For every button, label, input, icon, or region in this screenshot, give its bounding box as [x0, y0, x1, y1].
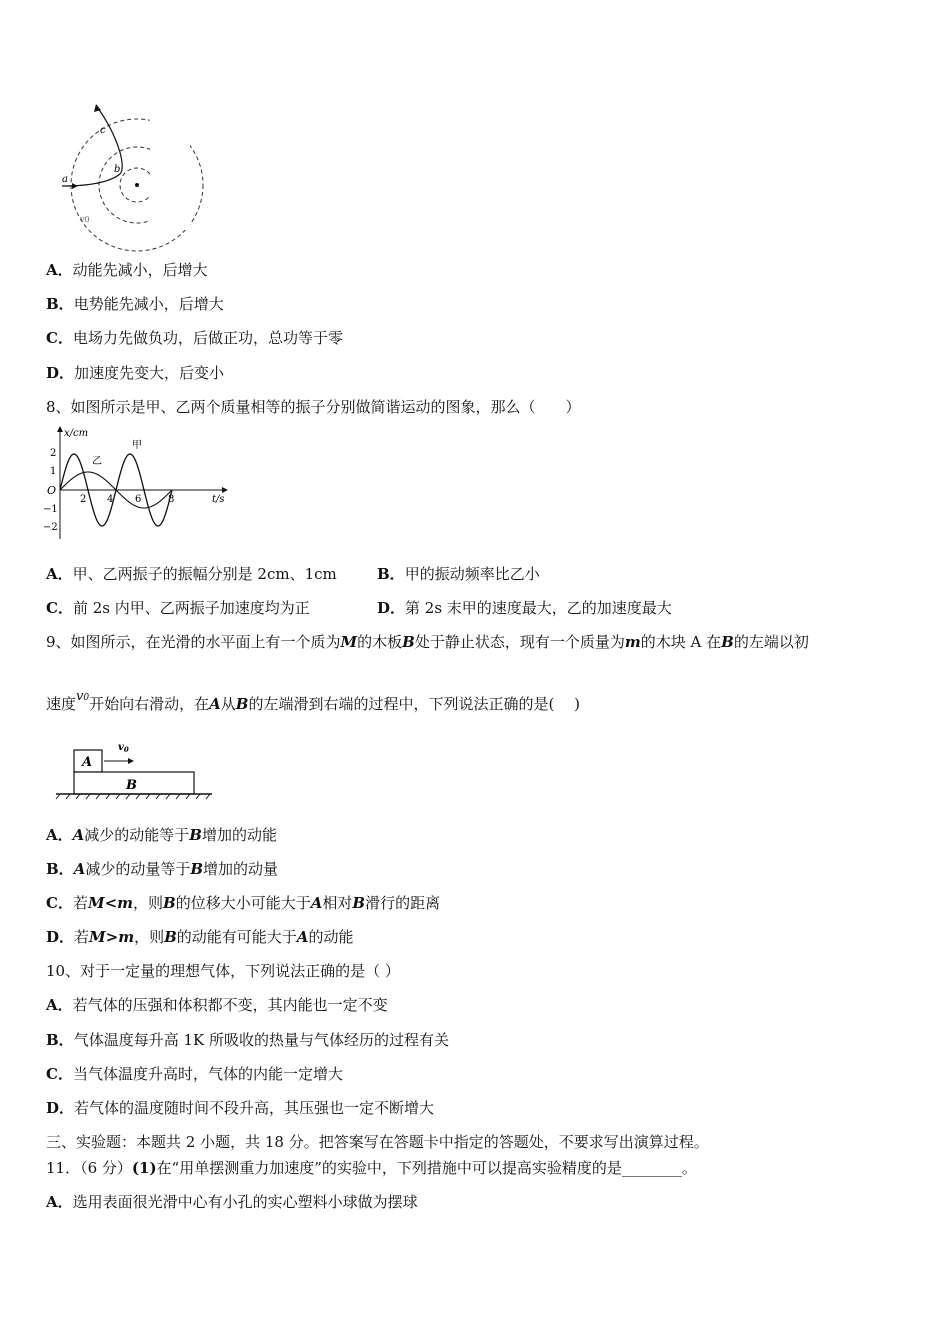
origin-label: O — [47, 484, 57, 497]
q9-option-c: C．若M<m，则B的位移大小可能大于A相对B滑行的距离 — [46, 894, 441, 912]
x-tick-8: 8 — [168, 494, 175, 505]
label-c: c — [100, 125, 106, 136]
q8-option-d: D．第 2s 末甲的速度最大，乙的加速度最大 — [377, 599, 672, 617]
field-center-dot — [135, 183, 139, 187]
x-tick-6: 6 — [135, 494, 142, 505]
label-velocity: $v_0$ — [118, 742, 129, 754]
y-tick-1: 1 — [50, 466, 57, 477]
q8-oscillation-chart — [40, 424, 240, 544]
q9-option-a: A．A减少的动能等于B增加的动能 — [46, 826, 277, 844]
label-a: a — [62, 174, 68, 185]
q10-option-d: D．若气体的温度随时间不段升高，其压强也一定不断增大 — [46, 1099, 435, 1117]
ground-hatch — [56, 794, 210, 799]
q8-option-b: B．甲的振动频率比乙小 — [377, 565, 540, 583]
y-axis-label: x/cm — [64, 428, 89, 439]
y-tick-neg1: −1 — [43, 504, 58, 515]
series-jia-label: 甲 — [132, 440, 142, 451]
q7-option-a: A．动能先减小，后增大 — [46, 261, 208, 279]
x-axis-label: t/s — [212, 494, 225, 505]
q7-field-figure — [50, 100, 170, 230]
q8-option-a: A．甲、乙两振子的振幅分别是 2cm、1cm — [46, 565, 337, 583]
x-tick-4: 4 — [107, 494, 114, 505]
q7-option-d: D．加速度先变大，后变小 — [46, 364, 225, 382]
q8-option-c: C．前 2s 内甲、乙两振子加速度均为正 — [46, 599, 310, 617]
q8-stem: 8、如图所示是甲、乙两个质量相等的振子分别做简谐运动的图象，那么（ ） — [46, 398, 581, 416]
q9-stem-line1: 9、如图所示，在光滑的水平面上有一个质为M的木板B处于静止状态，现有一个质量为m的木块 A 在B的左端以初 — [46, 633, 809, 651]
q10-stem: 10、对于一定量的理想气体，下列说法正确的是（ ） — [46, 962, 400, 980]
label-v0: v0 — [80, 215, 90, 224]
q9-option-b: B．A减少的动量等于B增加的动量 — [46, 860, 279, 878]
q10-option-b: B．气体温度每升高 1K 所吸收的热量与气体经历的过程有关 — [46, 1031, 449, 1049]
q9-stem-line2: 速度v0开始向右滑动，在A从B的左端滑到右端的过程中，下列说法正确的是( ) — [46, 689, 580, 713]
y-axis-arrow — [57, 426, 63, 432]
trajectory-arrow-start — [72, 183, 78, 189]
label-b: b — [114, 164, 121, 175]
q11-option-a: A．选用表面很光滑中心有小孔的实心塑料小球做为摆球 — [46, 1193, 418, 1211]
x-axis-arrow — [222, 487, 228, 493]
label-board-b: B — [126, 778, 137, 793]
label-block-a: A — [82, 755, 93, 770]
q7-option-c: C．电场力先做负功，后做正功，总功等于零 — [46, 329, 343, 347]
series-yi-label: 乙 — [92, 456, 102, 467]
q9-option-d: D．若M>m，则B的动能有可能大于A的动能 — [46, 928, 354, 946]
v0-symbol: v0 — [76, 689, 90, 704]
q11-stem: 11．（6 分）(1)在“用单摆测重力加速度”的实验中，下列措施中可以提高实验精度的是________。 — [46, 1159, 697, 1177]
q7-option-b: B．电势能先减小，后增大 — [46, 295, 224, 313]
x-tick-2: 2 — [80, 494, 87, 505]
q10-option-c: C．当气体温度升高时，气体的内能一定增大 — [46, 1065, 343, 1083]
section3-heading: 三、实验题：本题共 2 小题，共 18 分。把答案写在答题卡中指定的答题处，不要求写出演算过程。 — [46, 1133, 709, 1151]
q10-option-a: A．若气体的压强和体积都不变，其内能也一定不变 — [46, 996, 388, 1014]
y-tick-2: 2 — [50, 448, 57, 459]
velocity-arrowhead — [128, 758, 134, 764]
q9-blocks-figure — [56, 738, 216, 800]
y-tick-neg2: −2 — [43, 522, 58, 533]
